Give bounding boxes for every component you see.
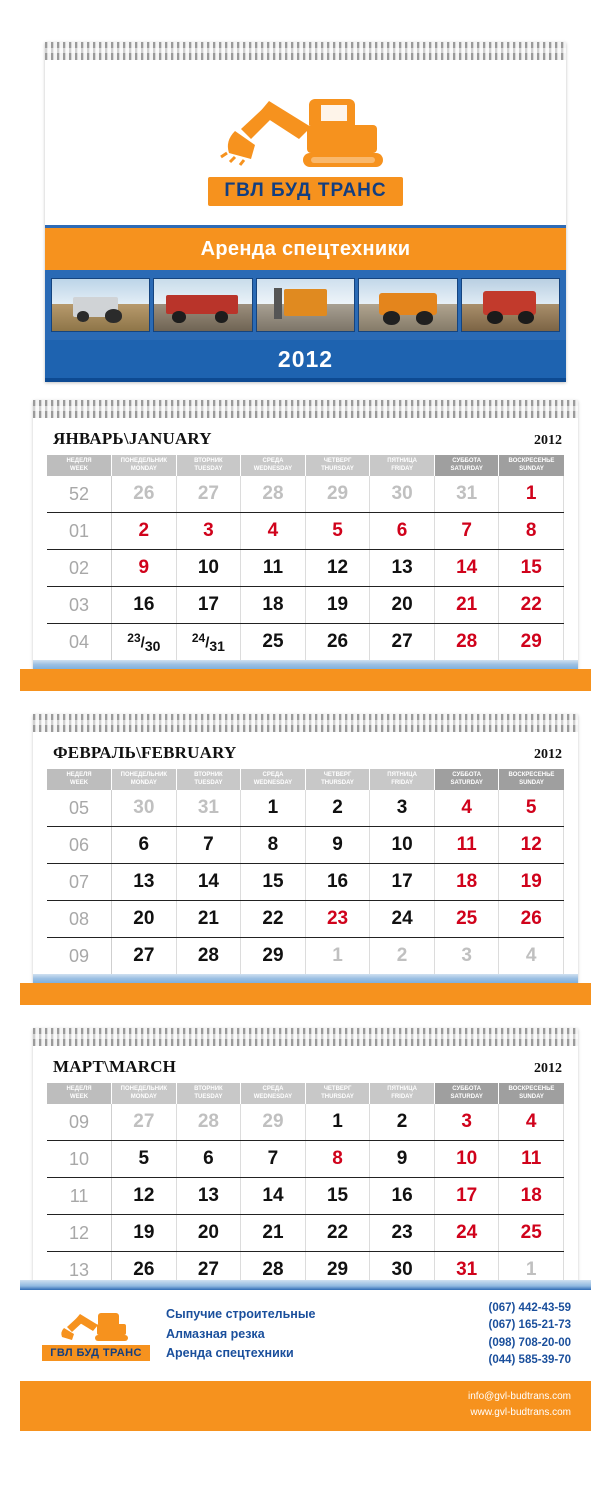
day-cell: 28	[241, 1252, 306, 1289]
header-week: НЕДЕЛЯ WEEK	[47, 769, 112, 790]
month-name-ru: ЯНВАРЬ	[53, 429, 124, 448]
day-cell: 5	[112, 1141, 177, 1178]
week-number: 52	[47, 476, 112, 513]
calendar-table-february	[47, 769, 564, 975]
calendar-table-january	[47, 455, 564, 661]
week-number: 12	[47, 1215, 112, 1252]
spiral-binding-february	[33, 714, 578, 732]
day-cell: 9	[112, 550, 177, 587]
calendar-table-march	[47, 1083, 564, 1289]
footer-logo-wordmark: ГВЛ БУД ТРАНС	[42, 1345, 150, 1361]
service-item: Сыпучие строительные	[166, 1307, 316, 1322]
header-tuesday: ВТОРНИК TUESDAY	[176, 1083, 241, 1104]
day-cell: 29	[499, 624, 564, 661]
day-cell: 19	[112, 1215, 177, 1252]
header-friday: ПЯТНИЦА FRIDAY	[370, 1083, 435, 1104]
day-cell: 30	[112, 790, 177, 827]
day-cell: 18	[434, 864, 499, 901]
table-row	[47, 513, 564, 550]
excavator-icon	[211, 79, 401, 175]
day-cell: 10	[434, 1141, 499, 1178]
day-cell: 28	[176, 1104, 241, 1141]
day-cell: 3	[434, 1104, 499, 1141]
header-monday: ПОНЕДЕЛЬНИК MONDAY	[112, 769, 177, 790]
header-wednesday: СРЕДА WEDNESDAY	[241, 1083, 306, 1104]
day-cell: 13	[176, 1178, 241, 1215]
spiral-binding-march	[33, 1028, 578, 1046]
day-cell: 28	[241, 476, 306, 513]
photo-forklift	[256, 278, 355, 332]
day-cell: 23	[370, 1215, 435, 1252]
header-saturday: СУББОТА SATURDAY	[434, 1083, 499, 1104]
table-header-row	[47, 455, 564, 476]
header-friday: ПЯТНИЦА FRIDAY	[370, 769, 435, 790]
spiral-binding-header	[45, 42, 566, 60]
day-cell: 24	[370, 901, 435, 938]
day-cell: 22	[241, 901, 306, 938]
day-cell: 11	[499, 1141, 564, 1178]
day-cell: 30	[370, 1252, 435, 1289]
footer-logo	[36, 1308, 156, 1361]
day-cell: 14	[176, 864, 241, 901]
day-cell: 17	[434, 1178, 499, 1215]
header-sunday: ВОСКРЕСЕНЬЕ SUNDAY	[499, 455, 564, 476]
day-cell: 15	[241, 864, 306, 901]
day-cell: 1	[499, 476, 564, 513]
photo-tractor	[51, 278, 150, 332]
week-number: 13	[47, 1252, 112, 1289]
month-block-february	[33, 714, 578, 985]
month-name-separator: \	[104, 1057, 109, 1076]
day-cell: 17	[370, 864, 435, 901]
day-cell: 3	[434, 938, 499, 975]
day-cell: 16	[370, 1178, 435, 1215]
orange-separator-1	[20, 669, 591, 691]
day-cell: 20	[112, 901, 177, 938]
day-cell: 5	[305, 513, 370, 550]
table-row	[47, 901, 564, 938]
day-cell: 7	[241, 1141, 306, 1178]
phone-number[interactable]: (044) 585-39-70	[488, 1353, 571, 1366]
day-cell: 21	[176, 901, 241, 938]
day-cell: 7	[434, 513, 499, 550]
day-cell: 26	[112, 476, 177, 513]
week-number: 04	[47, 624, 112, 661]
banner-title: Аренда спецтехники	[45, 225, 566, 270]
day-cell: 29	[305, 1252, 370, 1289]
spiral-binding-january	[33, 400, 578, 418]
day-cell: 6	[112, 827, 177, 864]
day-cell-dual: 23/30	[112, 624, 177, 661]
day-cell: 4	[499, 1104, 564, 1141]
day-cell: 26	[305, 624, 370, 661]
header-block	[45, 42, 566, 382]
day-cell: 22	[499, 587, 564, 624]
day-cell: 16	[112, 587, 177, 624]
month-name-en: MARCH	[109, 1057, 177, 1076]
week-number: 07	[47, 864, 112, 901]
day-cell: 16	[305, 864, 370, 901]
table-row	[47, 624, 564, 661]
day-cell: 18	[241, 587, 306, 624]
month-year-march: 2012	[534, 1061, 562, 1076]
footer	[20, 1280, 591, 1431]
day-cell: 18	[499, 1178, 564, 1215]
header-sunday: ВОСКРЕСЕНЬЕ SUNDAY	[499, 769, 564, 790]
day-cell: 12	[305, 550, 370, 587]
day-cell: 31	[176, 790, 241, 827]
day-cell: 8	[499, 513, 564, 550]
day-cell: 6	[176, 1141, 241, 1178]
table-row	[47, 1178, 564, 1215]
header-sunday: ВОСКРЕСЕНЬЕ SUNDAY	[499, 1083, 564, 1104]
service-item: Аренда спецтехники	[166, 1346, 294, 1361]
footer-main	[20, 1290, 591, 1381]
service-item: Алмазная резка	[166, 1326, 265, 1341]
day-cell: 17	[176, 587, 241, 624]
table-row	[47, 1141, 564, 1178]
day-cell: 29	[241, 1104, 306, 1141]
month-name-separator: \	[123, 429, 129, 448]
day-cell: 27	[112, 938, 177, 975]
day-cell: 27	[370, 624, 435, 661]
day-cell: 3	[176, 513, 241, 550]
header-friday: ПЯТНИЦА FRIDAY	[370, 455, 435, 476]
month-year-january: 2012	[534, 433, 562, 448]
footer-top-trim	[20, 1280, 591, 1290]
month-block-january	[33, 400, 578, 671]
year-label: 2012	[45, 340, 566, 382]
company-logo-area	[45, 60, 566, 225]
day-cell-dual: 24/31	[176, 624, 241, 661]
month-name-separator: \	[136, 743, 142, 762]
day-cell: 8	[241, 827, 306, 864]
day-cell: 14	[434, 550, 499, 587]
footer-phone-list	[489, 1300, 575, 1369]
phone-number[interactable]: (098) 708-20-00	[488, 1336, 571, 1349]
month-name-ru: МАРТ	[53, 1057, 105, 1076]
day-cell: 2	[370, 1104, 435, 1141]
day-cell: 25	[499, 1215, 564, 1252]
day-cell: 4	[241, 513, 306, 550]
photo-backhoe	[461, 278, 560, 332]
day-cell: 4	[434, 790, 499, 827]
week-number: 05	[47, 790, 112, 827]
table-header-row	[47, 1083, 564, 1104]
day-cell: 15	[305, 1178, 370, 1215]
day-cell: 21	[434, 587, 499, 624]
day-cell: 2	[305, 790, 370, 827]
header-week: НЕДЕЛЯ WEEK	[47, 455, 112, 476]
header-week: НЕДЕЛЯ WEEK	[47, 1083, 112, 1104]
month-name-en: FEBRUARY	[141, 743, 237, 762]
week-number: 01	[47, 513, 112, 550]
day-cell: 20	[370, 587, 435, 624]
header-tuesday: ВТОРНИК TUESDAY	[176, 455, 241, 476]
day-cell: 26	[112, 1252, 177, 1289]
header-monday: ПОНЕДЕЛЬНИК MONDAY	[112, 1083, 177, 1104]
day-cell: 4	[499, 938, 564, 975]
table-row	[47, 938, 564, 975]
day-cell: 12	[112, 1178, 177, 1215]
header-thursday: ЧЕТВЕРГ THURSDAY	[305, 769, 370, 790]
day-cell: 20	[176, 1215, 241, 1252]
day-cell: 1	[499, 1252, 564, 1289]
week-number: 11	[47, 1178, 112, 1215]
day-cell: 30	[370, 476, 435, 513]
header-thursday: ЧЕТВЕРГ THURSDAY	[305, 455, 370, 476]
day-cell: 28	[176, 938, 241, 975]
day-cell: 29	[241, 938, 306, 975]
day-cell: 27	[112, 1104, 177, 1141]
photo-wheel-loader	[358, 278, 457, 332]
website-url[interactable]: www.gvl-budtrans.com	[470, 1407, 571, 1418]
photo-strip	[45, 270, 566, 340]
table-header-row	[47, 769, 564, 790]
excavator-icon-small	[57, 1308, 135, 1344]
day-cell: 2	[112, 513, 177, 550]
day-cell: 27	[176, 476, 241, 513]
day-cell: 26	[499, 901, 564, 938]
week-number: 08	[47, 901, 112, 938]
header-thursday: ЧЕТВЕРГ THURSDAY	[305, 1083, 370, 1104]
phone-number[interactable]: (067) 442-43-59	[488, 1302, 571, 1314]
day-cell: 22	[305, 1215, 370, 1252]
day-cell: 1	[305, 1104, 370, 1141]
day-cell: 23	[305, 901, 370, 938]
table-row	[47, 1104, 564, 1141]
month-title-february	[47, 736, 564, 769]
day-cell: 1	[305, 938, 370, 975]
email-address[interactable]: info@gvl-budtrans.com	[468, 1391, 571, 1402]
orange-separator-2	[20, 983, 591, 1005]
table-row	[47, 550, 564, 587]
trim-strip-1	[33, 660, 578, 669]
phone-number[interactable]: (067) 165-21-73	[488, 1319, 571, 1332]
day-cell: 31	[434, 1252, 499, 1289]
header-saturday: СУББОТА SATURDAY	[434, 455, 499, 476]
day-cell: 29	[305, 476, 370, 513]
month-block-march	[33, 1028, 578, 1299]
day-cell: 6	[370, 513, 435, 550]
day-cell: 10	[176, 550, 241, 587]
table-row	[47, 1215, 564, 1252]
footer-services-list	[156, 1305, 489, 1363]
week-number: 09	[47, 1104, 112, 1141]
day-cell: 31	[434, 476, 499, 513]
day-cell: 11	[241, 550, 306, 587]
day-cell: 12	[499, 827, 564, 864]
day-cell: 25	[241, 624, 306, 661]
month-title-march	[47, 1050, 564, 1083]
week-number: 06	[47, 827, 112, 864]
table-row	[47, 827, 564, 864]
day-cell: 21	[241, 1215, 306, 1252]
day-cell: 2	[370, 938, 435, 975]
month-year-february: 2012	[534, 747, 562, 762]
day-cell: 9	[370, 1141, 435, 1178]
day-cell: 3	[370, 790, 435, 827]
month-name-ru: ФЕВРАЛЬ	[53, 743, 137, 762]
day-cell: 1	[241, 790, 306, 827]
week-number: 03	[47, 587, 112, 624]
day-cell: 13	[370, 550, 435, 587]
day-cell: 5	[499, 790, 564, 827]
footer-contact-bar	[20, 1381, 591, 1431]
day-cell: 10	[370, 827, 435, 864]
day-cell: 28	[434, 624, 499, 661]
header-monday: ПОНЕДЕЛЬНИК MONDAY	[112, 455, 177, 476]
day-cell: 24	[434, 1215, 499, 1252]
day-cell: 7	[176, 827, 241, 864]
week-number: 10	[47, 1141, 112, 1178]
table-row	[47, 476, 564, 513]
day-cell: 25	[434, 901, 499, 938]
day-cell: 11	[434, 827, 499, 864]
header-wednesday: СРЕДА WEDNESDAY	[241, 455, 306, 476]
table-row	[47, 587, 564, 624]
month-name-en: JANUARY	[128, 429, 212, 448]
table-row	[47, 790, 564, 827]
day-cell: 8	[305, 1141, 370, 1178]
day-cell: 19	[499, 864, 564, 901]
week-number: 09	[47, 938, 112, 975]
table-row	[47, 864, 564, 901]
logo-wordmark: ГВЛ БУД ТРАНС	[208, 177, 402, 206]
day-cell: 14	[241, 1178, 306, 1215]
header-saturday: СУББОТА SATURDAY	[434, 769, 499, 790]
day-cell: 9	[305, 827, 370, 864]
day-cell: 27	[176, 1252, 241, 1289]
day-cell: 15	[499, 550, 564, 587]
week-number: 02	[47, 550, 112, 587]
trim-strip-2	[33, 974, 578, 983]
photo-dump-truck	[153, 278, 252, 332]
header-tuesday: ВТОРНИК TUESDAY	[176, 769, 241, 790]
day-cell: 19	[305, 587, 370, 624]
header-wednesday: СРЕДА WEDNESDAY	[241, 769, 306, 790]
month-title-january	[47, 422, 564, 455]
day-cell: 13	[112, 864, 177, 901]
